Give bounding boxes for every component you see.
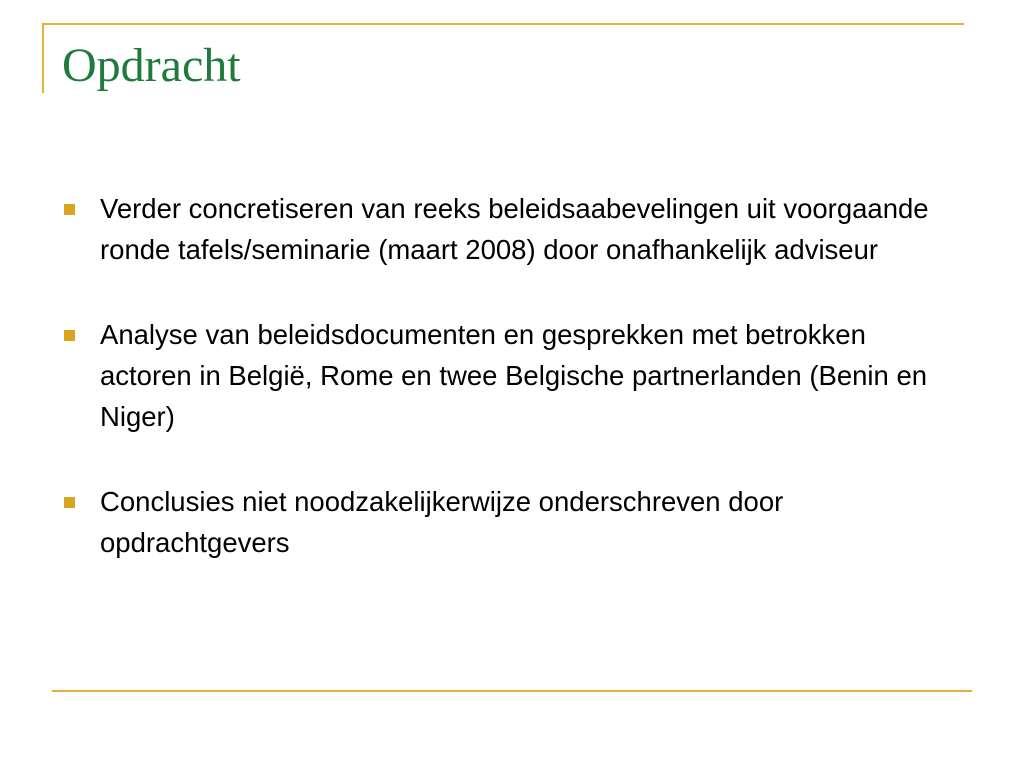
square-bullet-icon	[64, 330, 75, 341]
slide-title: Opdracht	[62, 39, 241, 92]
left-accent-line	[42, 23, 44, 93]
bottom-accent-line	[52, 690, 972, 692]
bullet-text: Conclusies niet noodzakelijkerwijze onderschreven door opdrachtgevers	[100, 486, 784, 558]
top-accent-line	[42, 23, 964, 25]
bullet-text: Verder concretiseren van reeks beleidsaabevelingen uit voorgaande ronde tafels/seminarie (maart 2008) door onafhankelijk adviseur	[100, 193, 929, 265]
bullet-list	[62, 188, 962, 607]
bullet-item	[62, 188, 962, 270]
square-bullet-icon	[64, 204, 75, 215]
square-bullet-icon	[64, 497, 75, 508]
bullet-item	[62, 481, 962, 563]
bullet-item	[62, 314, 962, 437]
bullet-text: Analyse van beleidsdocumenten en gesprekken met betrokken actoren in België, Rome en twee Belgische partnerlanden (Benin en Niger)	[100, 319, 928, 432]
